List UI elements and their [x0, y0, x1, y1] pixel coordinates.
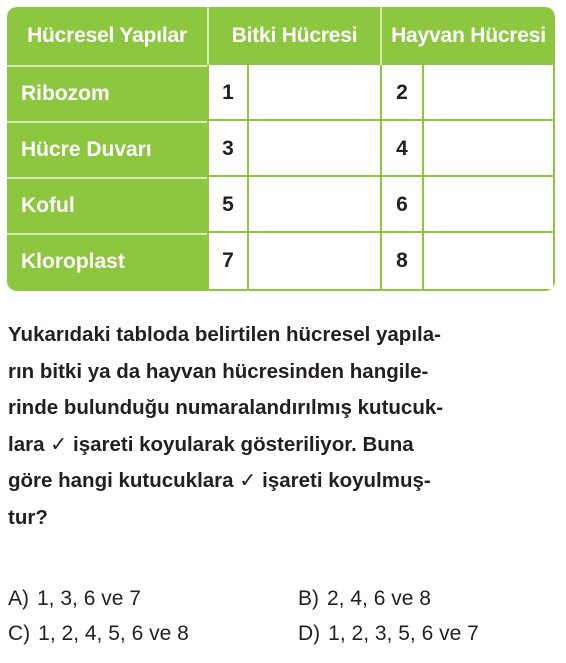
option-c[interactable]	[8, 619, 189, 649]
plant-check-box[interactable]	[249, 233, 382, 289]
header-animal-cell: Hayvan Hücresi	[391, 24, 546, 47]
question-line: rın bitki ya da hayvan hücresinden hangile-	[8, 359, 429, 383]
option-b[interactable]	[298, 584, 431, 614]
header-structures: Hücresel Yapılar	[27, 24, 187, 47]
box-number: 2	[382, 65, 424, 121]
option-text: 1, 2, 4, 5, 6 ve 8	[38, 622, 189, 645]
question-line: lara ✓ işareti koyularak gösteriliyor. Buna	[8, 432, 414, 456]
question-text	[8, 317, 558, 536]
option-text: 1, 3, 6 ve 7	[37, 587, 141, 610]
plant-check-box[interactable]	[249, 65, 382, 121]
animal-check-box[interactable]	[424, 65, 553, 121]
row-label-koful: Koful	[21, 194, 75, 217]
option-text: 2, 4, 6 ve 8	[327, 587, 431, 610]
box-number: 4	[382, 121, 424, 177]
box-number: 1	[209, 65, 249, 121]
row-label-kloroplast: Kloroplast	[21, 250, 125, 273]
question-line: Yukarıdaki tabloda belirtilen hücresel yapıla-	[8, 323, 441, 346]
option-text: 1, 2, 3, 5, 6 ve 7	[328, 622, 479, 645]
header-plant-cell: Bitki Hücresi	[231, 24, 358, 47]
question-line: göre hangi kutucuklara ✓ işareti koyulmuş-	[8, 469, 431, 492]
box-number: 6	[382, 177, 424, 233]
animal-check-box[interactable]	[424, 233, 553, 289]
box-number: 5	[209, 177, 249, 233]
plant-check-box[interactable]	[249, 121, 382, 177]
animal-check-box[interactable]	[424, 177, 553, 233]
option-d[interactable]	[298, 619, 479, 649]
option-key: A)	[8, 587, 29, 610]
box-number: 8	[382, 233, 424, 289]
option-key: D)	[298, 622, 321, 645]
structures-table	[7, 7, 555, 291]
answer-grid	[209, 65, 553, 289]
question-line: tur?	[8, 505, 48, 529]
question-line: rinde bulunduğu numaralandırılmış kutucuk-	[8, 396, 444, 419]
box-number: 7	[209, 233, 249, 289]
row-label-ribozom: Ribozom	[21, 82, 110, 105]
option-key: B)	[298, 587, 319, 610]
plant-check-box[interactable]	[249, 177, 382, 233]
option-a[interactable]	[8, 584, 141, 614]
box-number: 3	[209, 121, 249, 177]
row-label-hucre-duvari: Hücre Duvarı	[21, 138, 152, 161]
option-key: C)	[8, 622, 31, 645]
animal-check-box[interactable]	[424, 121, 553, 177]
